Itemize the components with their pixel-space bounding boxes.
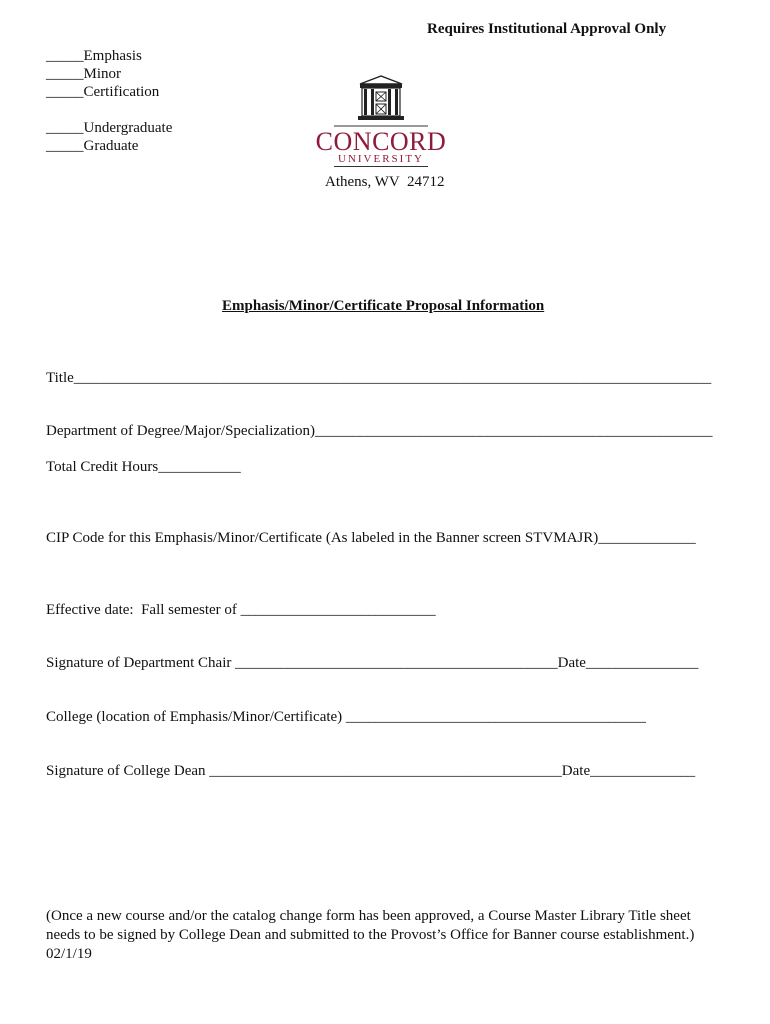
check-label-certification: Certification <box>83 84 160 100</box>
footer-note <box>46 907 694 964</box>
university-logo <box>316 74 446 128</box>
check-label-minor: Minor <box>83 66 121 82</box>
check-minor <box>46 65 121 83</box>
check-label-graduate: Graduate <box>83 138 139 154</box>
chair-signature-field[interactable]: Signature of Department Chair ___________________________________________Date_______________ <box>46 655 699 671</box>
check-blank: _____ <box>46 120 84 136</box>
check-undergraduate <box>46 119 172 137</box>
check-blank: _____ <box>46 66 84 82</box>
check-label-undergraduate: Undergraduate <box>83 120 173 136</box>
institution-city: Athens, WV 24712 <box>325 174 445 190</box>
check-certification <box>46 83 159 101</box>
college-field[interactable]: College (location of Emphasis/Minor/Certificate) ________________________________________ <box>46 709 646 725</box>
title-field[interactable]: Title_____________________________________________________________________________________ <box>46 370 712 386</box>
check-blank: _____ <box>46 84 84 100</box>
revision-date: 02/1/19 <box>46 946 92 962</box>
check-blank: _____ <box>46 48 84 64</box>
credit-hours-field[interactable]: Total Credit Hours___________ <box>46 459 241 475</box>
dean-signature-field[interactable]: Signature of College Dean _______________________________________________Date______________ <box>46 763 696 779</box>
effective-date-field[interactable]: Effective date: Fall semester of __________________________ <box>46 602 436 618</box>
approval-note: Requires Institutional Approval Only <box>427 21 667 37</box>
logo-divider <box>334 166 428 167</box>
institution-name: CONCORD <box>315 127 447 156</box>
footer-line-1: (Once a new course and/or the catalog change form has been approved, a Course Master Library Title sheet <box>46 908 691 924</box>
check-label-emphasis: Emphasis <box>83 48 142 64</box>
building-cupola-icon <box>316 74 446 128</box>
check-emphasis <box>46 47 142 65</box>
institution-subtitle: UNIVERSITY <box>338 153 424 165</box>
cip-code-field[interactable]: CIP Code for this Emphasis/Minor/Certificate (As labeled in the Banner screen STVMAJR)_____________ <box>46 530 696 546</box>
check-graduate <box>46 137 138 155</box>
check-blank: _____ <box>46 138 84 154</box>
form-title: Emphasis/Minor/Certificate Proposal Information <box>222 298 545 314</box>
footer-line-2: needs to be signed by College Dean and submitted to the Provost’s Office for Banner course establishment.) <box>46 927 695 943</box>
department-field[interactable]: Department of Degree/Major/Specialization)_____________________________________________________ <box>46 423 713 439</box>
